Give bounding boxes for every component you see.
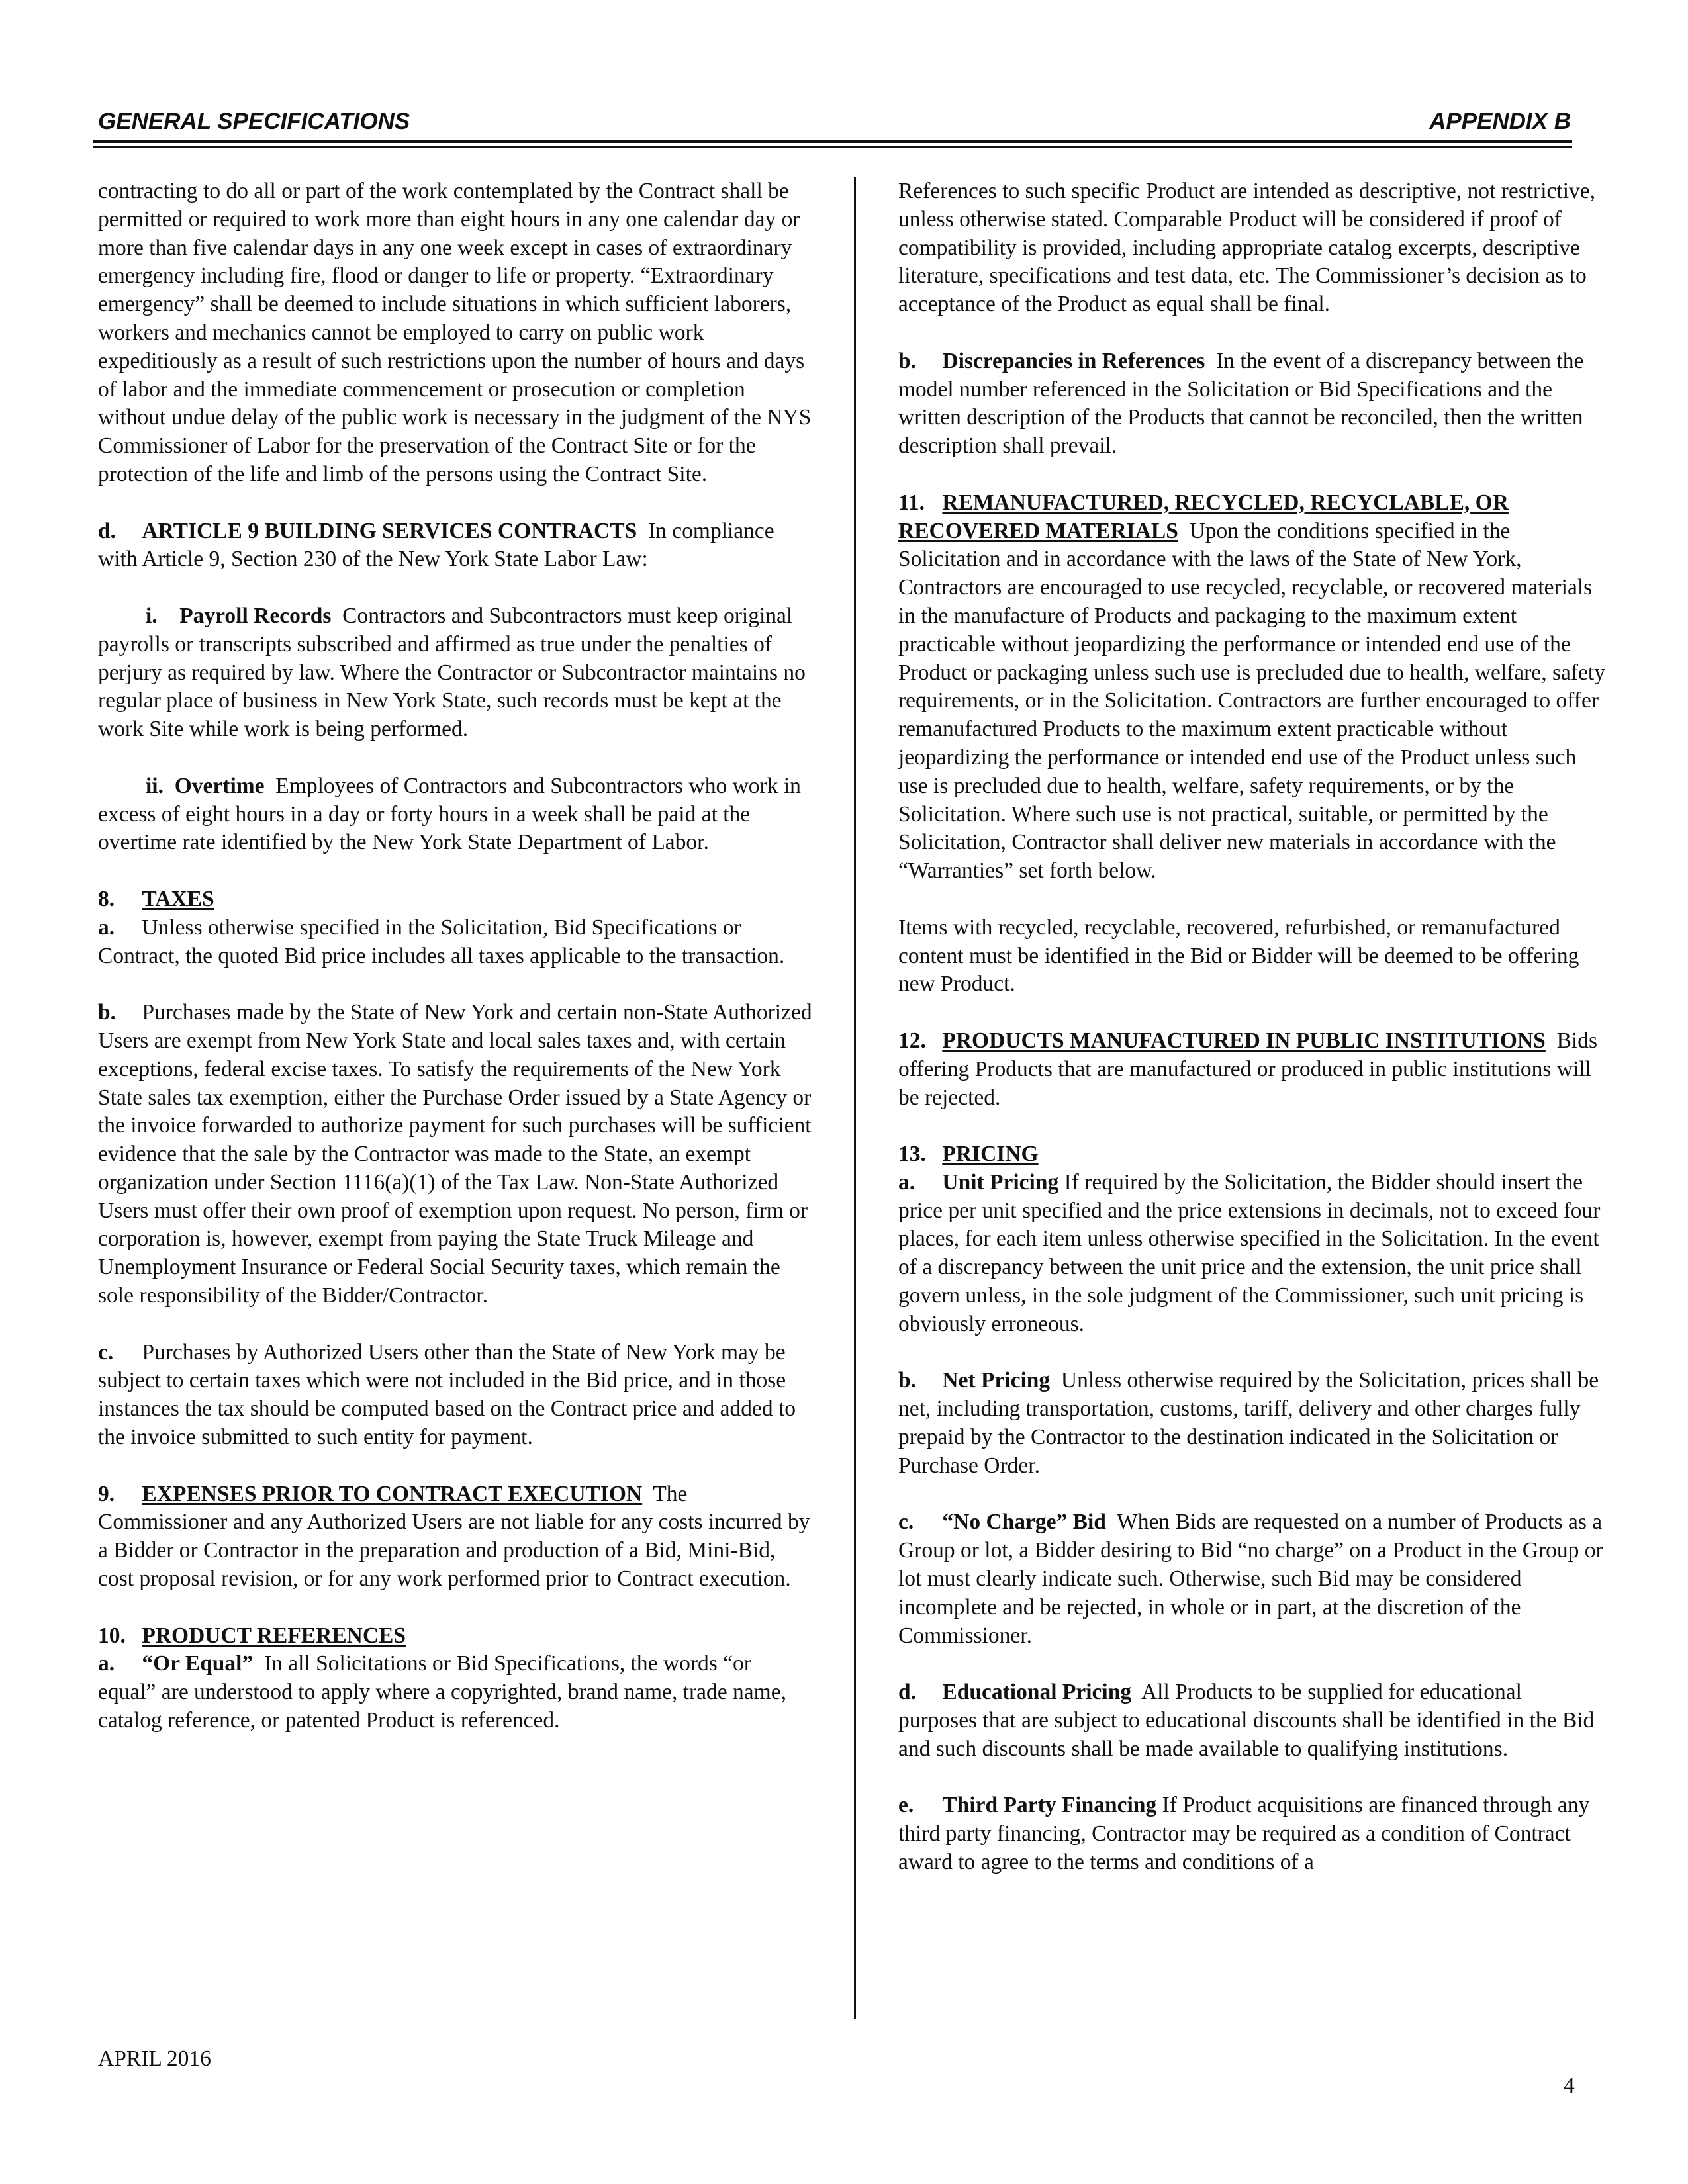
section-text: Bids offering Products that are manufactured or produced in public institutions will be rejected. <box>898 1028 1598 1110</box>
section-number: 8. <box>98 886 115 911</box>
item-heading: Net Pricing <box>942 1368 1051 1393</box>
item-text: Purchases made by the State of New York and certain non-State Authorized Users are exempt from New York State and local sales taxes and, with certain exceptions, federal excise taxes. To satisfy the requirements of the New York State sales tax exemption, either the Purchase Order issued by a State Agency or the invoice forwarded to authorize payment for such purchases will be sufficient evidence that the sale by the Contractor was made to the State, an exempt organization under Section 1116(a)(1) of the Tax Law. Non-State Authorized Users must offer their own proof of exemption upon request. No person, firm or corporation is, however, exempt from paying the State Truck Mileage and Unemployment Insurance or Federal Social Security taxes, which remain the sole responsibility of the Bidder/Contractor. <box>98 1000 812 1308</box>
paragraph: contracting to do all or part of the work contemplated by the Contract shall be permitted or required to work more than eight hours in any one calendar day or more than five calendar days in any one week except in cases of extraordinary emergency including fire, flood or danger to life or property. “Extraordinary emergency” shall be deemed to include situations in which sufficient laborers, workers and mechanics cannot be employed to carry on public work expeditiously as a result of such restrictions upon the number of hours and days of labor and the immediate commencement or prosecution or completion without undue delay of the public work is necessary in the judgment of the NYS Commissioner of Labor for the preservation of the Contract Site or for the protection of the life and limb of the persons using the Contract Site. <box>98 179 812 486</box>
section-10b <box>898 347 1605 461</box>
item-heading: ARTICLE 9 BUILDING SERVICES CONTRACTS <box>142 518 637 543</box>
item-label: a. <box>98 1651 115 1676</box>
section-number: 10. <box>98 1623 126 1648</box>
section-d-i <box>98 602 813 744</box>
section-d-ii <box>98 772 813 857</box>
item-heading: “Or Equal” <box>142 1651 254 1676</box>
page-number: 4 <box>1564 2073 1575 2098</box>
paragraph: Items with recycled, recyclable, recovered, refurbished, or remanufactured content must be identified in the Bid or Bidder will be deemed to be offering new Product. <box>898 915 1579 997</box>
section-title: TAXES <box>142 886 214 911</box>
item-text: Purchases by Authorized Users other than the State of New York may be subject to certain taxes which were not included in the Bid price, and in those instances the tax should be computed based on the Contract price and added to the invoice submitted to such entity for payment. <box>98 1340 796 1450</box>
section-number: 9. <box>98 1481 115 1506</box>
section-8a <box>98 914 813 971</box>
section-13b <box>898 1367 1605 1480</box>
page-header <box>98 106 1571 138</box>
item-text: In all Solicitations or Bid Specifications, the words “or equal” are understood to apply where a copyrighted, brand name, trade name, catalog reference, or patented Product is referenced. <box>98 1651 786 1733</box>
section-number: 12. <box>898 1028 926 1053</box>
item-text: When Bids are requested on a number of Products as a Group or lot, a Bidder desiring to Bid “no charge” on a Product in the Group or lot must clearly indicate such. Otherwise, such Bid may be considered incomplete and be rejected, in whole or in part, at the discretion of the Commissioner. <box>898 1510 1603 1648</box>
item-text: Employees of Contractors and Subcontractors who work in excess of eight hours in a day or forty hours in a week shall be paid at the overtime rate identified by the New York State Department of Labor. <box>98 773 801 855</box>
item-text: If required by the Solicitation, the Bidder should insert the price per unit specified and the price extensions in decimals, not to exceed four places, for each item unless otherwise specified in the Solicitation. In the event of a discrepancy between the unit price and the extension, the unit price shall govern unless, in the sole judgment of the Commissioner, such unit pricing is obviously erroneous. <box>898 1169 1601 1336</box>
item-text: In the event of a discrepancy between the model number referenced in the Solicitation or Bid Specifications and the written description of the Products that cannot be reconciled, then the written description shall prevail. <box>898 348 1584 459</box>
header-rule-thin <box>93 146 1572 148</box>
item-heading: Overtime <box>174 773 265 798</box>
item-heading: Payroll Records <box>179 603 332 628</box>
item-text: If Product acquisitions are financed through any third party financing, Contractor may be required as a condition of Contract award to agree to the terms and conditions of a <box>898 1793 1590 1875</box>
right-column <box>898 177 1605 1877</box>
paragraph: References to such specific Product are intended as descriptive, not restrictive, unless otherwise stated. Comparable Product will be considered if proof of compatibility is provided, including appropriate catalog excerpts, descriptive literature, specifications and test data, etc. The Commissioner’s decision as to acceptance of the Product as equal shall be final. <box>898 179 1595 317</box>
section-10a <box>98 1650 813 1735</box>
section-12 <box>898 1027 1605 1112</box>
item-label: b. <box>98 1000 117 1025</box>
section-13-heading <box>898 1140 1605 1169</box>
section-10-heading <box>98 1622 813 1651</box>
item-heading: Unit Pricing <box>942 1169 1059 1195</box>
section-8c <box>98 1339 813 1452</box>
footer-date: APRIL 2016 <box>98 2046 211 2071</box>
section-title: PRODUCT REFERENCES <box>142 1623 406 1648</box>
section-13a <box>898 1169 1605 1339</box>
header-appendix: APPENDIX B <box>1429 109 1571 134</box>
header-title: GENERAL SPECIFICATIONS <box>98 109 410 134</box>
item-label: ii. <box>146 773 164 798</box>
section-11 <box>898 489 1605 886</box>
section-text: The Commissioner and any Authorized Users are not liable for any costs incurred by a Bidder or Contractor in the preparation and production of a Bid, Mini-Bid, cost proposal revision, or for any work performed prior to Contract execution. <box>98 1481 810 1592</box>
column-divider <box>854 177 856 2019</box>
left-column <box>98 177 813 1735</box>
item-label: c. <box>898 1510 914 1535</box>
item-heading: “No Charge” Bid <box>942 1510 1106 1535</box>
item-label: b. <box>898 348 917 373</box>
item-heading: Educational Pricing <box>942 1680 1132 1705</box>
section-d <box>98 518 813 574</box>
section-number: 13. <box>898 1142 926 1167</box>
section-number: 11. <box>898 490 925 515</box>
item-text: All Products to be supplied for educational purposes that are subject to educational discounts shall be identified in the Bid and such discounts shall be made available to qualifying institutions. <box>898 1680 1595 1761</box>
item-heading: Third Party Financing <box>942 1793 1157 1818</box>
section-13e <box>898 1792 1605 1876</box>
item-text: Unless otherwise specified in the Solicitation, Bid Specifications or Contract, the quoted Bid price includes all taxes applicable to the transaction. <box>98 915 785 968</box>
section-8b <box>98 999 813 1310</box>
section-title: EXPENSES PRIOR TO CONTRACT EXECUTION <box>142 1481 643 1506</box>
header-rule-thick <box>93 140 1572 143</box>
section-13d <box>898 1678 1605 1763</box>
item-label: a. <box>98 915 115 940</box>
item-label: c. <box>98 1340 114 1365</box>
section-title: REMANUFACTURED, RECYCLED, RECYCLABLE, OR RECOVERED MATERIALS <box>898 490 1509 543</box>
section-title: PRODUCTS MANUFACTURED IN PUBLIC INSTITUTIONS <box>942 1028 1546 1053</box>
section-9 <box>98 1480 813 1594</box>
item-text: Unless otherwise required by the Solicitation, prices shall be net, including transportation, customs, tariff, delivery and other charges fully prepaid by the Contractor to the destination indicated in the Solicitation or Purchase Order. <box>898 1368 1599 1478</box>
section-text: Upon the conditions specified in the Solicitation and in accordance with the laws of the State of New York, Contractors are encouraged to use recycled, recyclable, or recovered materials in the manufacture of Products and packaging to the maximum extent practicable without jeopardizing the performance or intended end use of the Product or packaging unless such use is precluded due to health, welfare, safety requirements, or in the Solicitation. Contractors are further encouraged to offer remanufactured Products to the maximum extent practicable without jeopardizing the performance or intended end use of the Product unless such use is precluded due to health, welfare, safety requirements, or by the Solicitation. Where such use is not practical, suitable, or permitted by the Solicitation, Contractor shall deliver new materials in accordance with the “Warranties” set forth below. <box>898 518 1605 884</box>
section-8-heading <box>98 886 813 914</box>
section-title: PRICING <box>942 1142 1039 1167</box>
item-label: d. <box>898 1680 917 1705</box>
item-label: a. <box>898 1169 915 1195</box>
item-label: e. <box>898 1793 914 1818</box>
item-label: i. <box>146 603 158 628</box>
item-text: Contractors and Subcontractors must keep original payrolls or transcripts subscribed and affirmed as true under the penalties of perjury as required by law. Where the Contractor or Subcontractor maintains no regular place of business in New York State, such records must be kept at the work Site while work is being performed. <box>98 603 806 742</box>
item-label: d. <box>98 518 117 543</box>
item-heading: Discrepancies in References <box>942 348 1205 373</box>
section-13c <box>898 1508 1605 1650</box>
item-label: b. <box>898 1368 917 1393</box>
item-text: In compliance with Article 9, Section 230 of the New York State Labor Law: <box>98 518 774 572</box>
